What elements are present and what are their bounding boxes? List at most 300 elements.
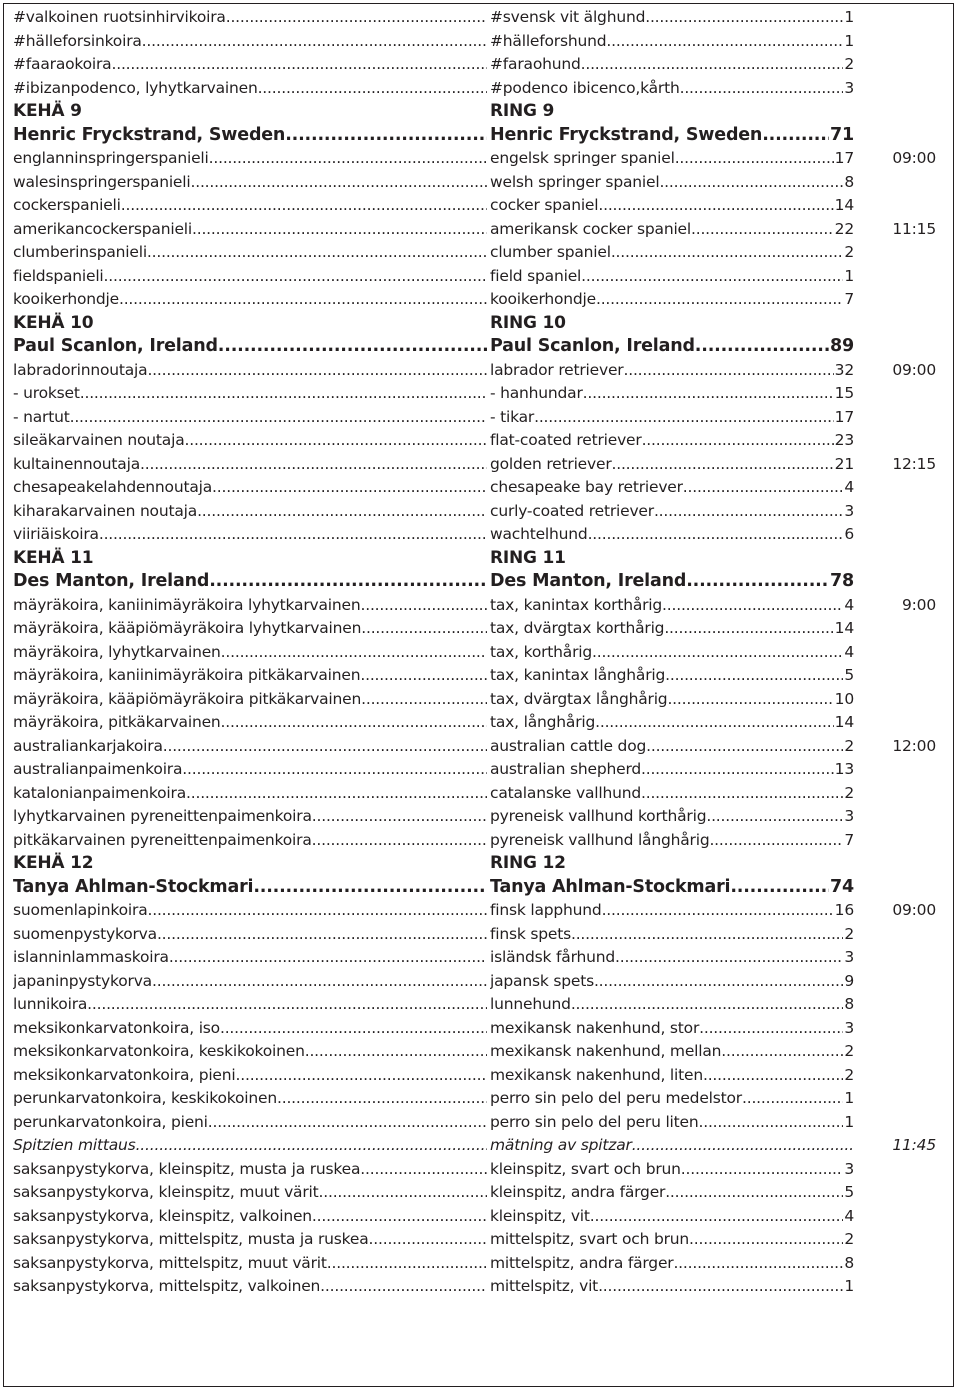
entry-count: 1 bbox=[844, 266, 854, 285]
finnish-name: mäyräkoira, kaniinimäyräkoira lyhytkarvainen bbox=[13, 595, 361, 614]
dot-leader bbox=[667, 688, 833, 712]
dot-leader bbox=[721, 1040, 843, 1064]
swedish-name: kooikerhondje bbox=[490, 290, 596, 308]
entry-count: 2 bbox=[844, 924, 854, 943]
swedish-name: RING 9 bbox=[490, 101, 555, 121]
swedish-name: Tanya Ahlman-Stockmari bbox=[490, 876, 731, 897]
dot-leader bbox=[221, 711, 487, 735]
entry-count: 1 bbox=[844, 8, 854, 26]
dot-leader bbox=[606, 30, 843, 54]
start-time: 9:00 bbox=[901, 595, 936, 614]
ring-heading-row bbox=[0, 100, 960, 124]
judge-row bbox=[0, 570, 960, 594]
swedish-name: Henric Fryckstrand, Sweden bbox=[490, 124, 763, 145]
finnish-name-cell bbox=[13, 476, 487, 500]
entry-count: 3 bbox=[844, 807, 854, 825]
entry-count: 2 bbox=[844, 1065, 854, 1084]
dot-leader bbox=[80, 382, 487, 406]
dot-leader bbox=[571, 993, 844, 1017]
swedish-name-cell bbox=[490, 147, 854, 171]
finnish-name: - nartut bbox=[13, 407, 70, 426]
dot-leader bbox=[319, 1181, 487, 1205]
ring-heading-row bbox=[0, 852, 960, 876]
breed-row bbox=[0, 711, 960, 735]
swedish-name: finsk lapphund bbox=[490, 901, 602, 919]
swedish-name-cell bbox=[490, 758, 854, 782]
swedish-name-cell bbox=[490, 124, 854, 148]
swedish-name: chesapeake bay retriever bbox=[490, 478, 683, 496]
finnish-name: viiriäiskoira bbox=[13, 525, 99, 543]
finnish-name-cell bbox=[13, 147, 487, 171]
finnish-name: kooikerhondje bbox=[13, 290, 119, 308]
dot-leader bbox=[691, 218, 834, 242]
finnish-name-cell bbox=[13, 970, 487, 994]
entry-count: 15 bbox=[834, 384, 854, 402]
dot-leader bbox=[111, 53, 487, 77]
entry-count: 17 bbox=[834, 149, 854, 167]
entry-count: 9 bbox=[844, 971, 854, 990]
swedish-name-cell bbox=[490, 876, 854, 900]
breed-row bbox=[0, 406, 960, 430]
swedish-name-cell bbox=[490, 335, 854, 359]
swedish-name-cell bbox=[490, 77, 854, 101]
breed-row bbox=[0, 829, 960, 853]
finnish-name-cell bbox=[13, 312, 487, 336]
swedish-name: Paul Scanlon, Ireland bbox=[490, 336, 695, 356]
swedish-name-cell bbox=[490, 829, 854, 853]
breed-row bbox=[0, 664, 960, 688]
dot-leader bbox=[703, 1064, 843, 1088]
finnish-name: Henric Fryckstrand, Sweden bbox=[13, 124, 286, 145]
dot-leader bbox=[632, 1134, 853, 1158]
breed-row bbox=[0, 53, 960, 77]
swedish-name: australian shepherd bbox=[490, 760, 641, 778]
dot-leader bbox=[612, 453, 834, 477]
finnish-name-cell bbox=[13, 288, 487, 312]
entry-count: 1 bbox=[844, 31, 854, 50]
swedish-name: tax, dvärgtax långhårig bbox=[490, 689, 668, 708]
entry-count: 71 bbox=[830, 124, 854, 145]
finnish-name: perunkarvatonkoira, pieni bbox=[13, 1112, 208, 1131]
dot-leader bbox=[285, 124, 487, 148]
entry-count: 3 bbox=[844, 501, 854, 520]
dot-leader bbox=[209, 570, 487, 594]
swedish-name: flat-coated retriever bbox=[490, 431, 642, 449]
breed-row bbox=[0, 1205, 960, 1229]
finnish-name-cell bbox=[13, 100, 487, 124]
entry-count: 78 bbox=[830, 571, 854, 591]
swedish-name: isländsk fårhund bbox=[490, 948, 615, 966]
swedish-name-cell bbox=[490, 852, 854, 876]
dot-leader bbox=[571, 923, 843, 947]
breed-row bbox=[0, 1111, 960, 1135]
entry-count: 8 bbox=[844, 995, 854, 1013]
dot-leader bbox=[659, 171, 843, 195]
dot-leader bbox=[360, 664, 487, 688]
finnish-name: kultainennoutaja bbox=[13, 454, 141, 473]
swedish-name: tax, långhårig bbox=[490, 713, 596, 731]
finnish-name-cell bbox=[13, 547, 487, 571]
swedish-name-cell bbox=[490, 312, 854, 336]
entry-count: 5 bbox=[844, 666, 854, 684]
breed-row bbox=[0, 1134, 960, 1158]
swedish-name: tax, kanintax långhårig bbox=[490, 666, 666, 684]
dot-leader bbox=[99, 523, 487, 547]
swedish-name: RING 11 bbox=[490, 547, 566, 568]
dot-leader bbox=[699, 1017, 843, 1041]
entry-count: 8 bbox=[844, 172, 854, 191]
finnish-name: KEHÄ 9 bbox=[13, 101, 82, 121]
swedish-name-cell bbox=[490, 899, 854, 923]
finnish-name: englanninspringerspanieli bbox=[13, 149, 209, 167]
entry-count: 4 bbox=[844, 1206, 854, 1225]
finnish-name: #faaraokoira bbox=[13, 55, 112, 73]
entry-count: 4 bbox=[844, 478, 854, 496]
entry-count: 14 bbox=[834, 713, 854, 731]
swedish-name: japansk spets bbox=[490, 971, 594, 990]
finnish-name: lyhytkarvainen pyreneittenpaimenkoira bbox=[13, 807, 312, 825]
entry-count: 22 bbox=[834, 219, 854, 238]
breed-row bbox=[0, 476, 960, 500]
finnish-name: KEHÄ 12 bbox=[13, 853, 94, 873]
breed-row bbox=[0, 77, 960, 101]
judge-row bbox=[0, 335, 960, 359]
finnish-name-cell bbox=[13, 1040, 487, 1064]
entry-count: 89 bbox=[830, 336, 854, 356]
finnish-name-cell bbox=[13, 241, 487, 265]
breed-row bbox=[0, 1181, 960, 1205]
breed-row bbox=[0, 429, 960, 453]
dot-leader bbox=[147, 241, 487, 265]
entry-count: 3 bbox=[844, 1018, 854, 1037]
dot-leader bbox=[360, 1158, 487, 1182]
dot-leader bbox=[190, 171, 487, 195]
breed-row bbox=[0, 735, 960, 759]
dot-leader bbox=[236, 1064, 487, 1088]
finnish-name: labradorinnoutaja bbox=[13, 360, 148, 379]
start-time: 11:15 bbox=[892, 219, 936, 238]
dot-leader bbox=[147, 359, 487, 383]
breed-row bbox=[0, 594, 960, 618]
swedish-name: #svensk vit älghund bbox=[490, 8, 646, 26]
swedish-name-cell bbox=[490, 406, 854, 430]
finnish-name: perunkarvatonkoira, keskikokoinen bbox=[13, 1089, 277, 1107]
dot-leader bbox=[642, 429, 834, 453]
finnish-name: walesinspringerspanieli bbox=[13, 172, 191, 191]
dot-leader bbox=[675, 147, 834, 171]
finnish-name-cell bbox=[13, 265, 487, 289]
dot-leader bbox=[611, 241, 844, 265]
start-time: 09:00 bbox=[892, 901, 936, 919]
breed-row bbox=[0, 359, 960, 383]
start-time: 11:45 bbox=[892, 1136, 936, 1154]
dot-leader bbox=[581, 53, 844, 77]
dot-leader bbox=[646, 735, 843, 759]
breed-row bbox=[0, 1275, 960, 1299]
breed-row bbox=[0, 241, 960, 265]
finnish-name: australiankarjakoira bbox=[13, 736, 163, 755]
finnish-name: mäyräkoira, pitkäkarvainen bbox=[13, 713, 221, 731]
finnish-name-cell bbox=[13, 829, 487, 853]
dot-leader bbox=[104, 265, 487, 289]
swedish-name: lunnehund bbox=[490, 995, 571, 1013]
finnish-name: #ibizanpodenco, lyhytkarvainen bbox=[13, 78, 258, 97]
swedish-name: australian cattle dog bbox=[490, 736, 647, 755]
breed-row bbox=[0, 1064, 960, 1088]
breed-row bbox=[0, 288, 960, 312]
swedish-name: tax, dvärgtax korthårig bbox=[490, 619, 665, 637]
swedish-name-cell bbox=[490, 1087, 854, 1111]
dot-leader bbox=[121, 194, 487, 218]
entry-count: 2 bbox=[844, 1042, 854, 1060]
swedish-name-cell bbox=[490, 1134, 854, 1158]
dot-leader bbox=[641, 758, 834, 782]
finnish-name: Spitzien mittaus bbox=[13, 1136, 136, 1154]
dot-leader bbox=[320, 1275, 487, 1299]
dot-leader bbox=[641, 782, 843, 806]
dot-leader bbox=[615, 946, 843, 970]
finnish-name: Tanya Ahlman-Stockmari bbox=[13, 876, 254, 897]
swedish-name: curly-coated retriever bbox=[490, 501, 654, 520]
ring-schedule-list bbox=[0, 6, 960, 1299]
finnish-name-cell bbox=[13, 594, 487, 618]
entry-count: 2 bbox=[844, 783, 854, 802]
swedish-name: #hälleforshund bbox=[490, 31, 607, 50]
finnish-name: suomenlapinkoira bbox=[13, 901, 148, 919]
dot-leader bbox=[142, 30, 487, 54]
swedish-name: mexikansk nakenhund, liten bbox=[490, 1065, 703, 1084]
breed-row bbox=[0, 171, 960, 195]
swedish-name-cell bbox=[490, 288, 854, 312]
ring-heading-row bbox=[0, 547, 960, 571]
finnish-name-cell bbox=[13, 1252, 487, 1276]
swedish-name: clumber spaniel bbox=[490, 243, 611, 261]
dot-leader bbox=[186, 782, 487, 806]
finnish-name: islanninlammaskoira bbox=[13, 948, 169, 966]
dot-leader bbox=[312, 1205, 487, 1229]
dot-leader bbox=[148, 899, 488, 923]
swedish-name: engelsk springer spaniel bbox=[490, 149, 675, 167]
start-time: 12:15 bbox=[892, 454, 936, 473]
finnish-name-cell bbox=[13, 1181, 487, 1205]
swedish-name: perro sin pelo del peru medelstor bbox=[490, 1089, 742, 1107]
swedish-name-cell bbox=[490, 688, 854, 712]
finnish-name: #hälleforsinkoira bbox=[13, 31, 142, 50]
finnish-name: kiharakarvainen noutaja bbox=[13, 501, 198, 520]
swedish-name-cell bbox=[490, 594, 854, 618]
start-time: 12:00 bbox=[892, 736, 936, 755]
finnish-name: mäyräkoira, lyhytkarvainen bbox=[13, 642, 221, 661]
dot-leader bbox=[212, 476, 487, 500]
swedish-name-cell bbox=[490, 1040, 854, 1064]
dot-leader bbox=[681, 1158, 844, 1182]
entry-count: 23 bbox=[834, 431, 854, 449]
finnish-name-cell bbox=[13, 782, 487, 806]
finnish-name: Paul Scanlon, Ireland bbox=[13, 336, 218, 356]
swedish-name-cell bbox=[490, 1205, 854, 1229]
finnish-name-cell bbox=[13, 30, 487, 54]
finnish-name-cell bbox=[13, 758, 487, 782]
dot-leader bbox=[87, 993, 487, 1017]
dot-leader bbox=[208, 1111, 487, 1135]
swedish-name: kleinspitz, andra färger bbox=[490, 1183, 666, 1201]
swedish-name: labrador retriever bbox=[490, 360, 624, 379]
swedish-name-cell bbox=[490, 1228, 854, 1252]
swedish-name-cell bbox=[490, 1064, 854, 1088]
dot-leader bbox=[277, 1087, 487, 1111]
swedish-name: mexikansk nakenhund, stor bbox=[490, 1018, 700, 1037]
dot-leader bbox=[598, 194, 833, 218]
finnish-name-cell bbox=[13, 852, 487, 876]
dot-leader bbox=[226, 6, 487, 30]
finnish-name-cell bbox=[13, 171, 487, 195]
swedish-name: kleinspitz, svart och brun bbox=[490, 1159, 681, 1178]
swedish-name-cell bbox=[490, 664, 854, 688]
finnish-name: katalonianpaimenkoira bbox=[13, 783, 187, 802]
entry-count: 2 bbox=[844, 55, 854, 73]
swedish-name-cell bbox=[490, 265, 854, 289]
swedish-name-cell bbox=[490, 171, 854, 195]
dot-leader bbox=[327, 1252, 487, 1276]
swedish-name: #faraohund bbox=[490, 55, 581, 73]
dot-leader bbox=[683, 476, 844, 500]
entry-count: 3 bbox=[844, 1159, 854, 1178]
swedish-name: finsk spets bbox=[490, 924, 571, 943]
dot-leader bbox=[209, 147, 487, 171]
finnish-name: mäyräkoira, kääpiömäyräkoira lyhytkarvainen bbox=[13, 619, 362, 637]
breed-row bbox=[0, 993, 960, 1017]
swedish-name-cell bbox=[490, 359, 854, 383]
swedish-name: - hanhundar bbox=[490, 384, 583, 402]
dot-leader bbox=[70, 406, 487, 430]
entry-count: 8 bbox=[844, 1253, 854, 1272]
entry-count: 14 bbox=[834, 619, 854, 637]
breed-row bbox=[0, 1228, 960, 1252]
dot-leader bbox=[592, 641, 843, 665]
breed-row bbox=[0, 782, 960, 806]
swedish-name: pyreneisk vallhund korthårig bbox=[490, 807, 707, 825]
swedish-name-cell bbox=[490, 1275, 854, 1299]
start-time: 09:00 bbox=[892, 149, 936, 167]
finnish-name-cell bbox=[13, 641, 487, 665]
finnish-name-cell bbox=[13, 899, 487, 923]
swedish-name-cell bbox=[490, 570, 854, 594]
finnish-name: chesapeakelahdennoutaja bbox=[13, 478, 213, 496]
dot-leader bbox=[221, 641, 487, 665]
dot-leader bbox=[665, 664, 843, 688]
finnish-name: meksikonkarvatonkoira, keskikokoinen bbox=[13, 1042, 305, 1060]
breed-row bbox=[0, 1017, 960, 1041]
dot-leader bbox=[664, 617, 833, 641]
dot-leader bbox=[258, 77, 487, 101]
entry-count: 1 bbox=[844, 1089, 854, 1107]
dot-leader bbox=[665, 1181, 843, 1205]
finnish-name-cell bbox=[13, 805, 487, 829]
entry-count: 1 bbox=[844, 1112, 854, 1131]
breed-row bbox=[0, 641, 960, 665]
finnish-name: amerikancockerspanieli bbox=[13, 219, 192, 238]
dot-leader bbox=[152, 970, 487, 994]
breed-row bbox=[0, 1158, 960, 1182]
dot-leader bbox=[305, 1040, 487, 1064]
finnish-name: saksanpystykorva, mittelspitz, muut värit bbox=[13, 1253, 327, 1272]
entry-count bbox=[853, 1134, 854, 1158]
breed-row bbox=[0, 147, 960, 171]
finnish-name-cell bbox=[13, 1111, 487, 1135]
finnish-name-cell bbox=[13, 77, 487, 101]
swedish-name: #podenco ibicenco,kårth. bbox=[490, 78, 685, 97]
swedish-name-cell bbox=[490, 805, 854, 829]
dot-leader bbox=[136, 1134, 487, 1158]
entry-count: 2 bbox=[844, 736, 854, 755]
dot-leader bbox=[662, 594, 843, 618]
finnish-name-cell bbox=[13, 688, 487, 712]
swedish-name-cell bbox=[490, 711, 854, 735]
dot-leader bbox=[197, 500, 487, 524]
finnish-name-cell bbox=[13, 946, 487, 970]
swedish-name-cell bbox=[490, 6, 854, 30]
breed-row bbox=[0, 970, 960, 994]
breed-row bbox=[0, 523, 960, 547]
swedish-name: welsh springer spaniel bbox=[490, 172, 660, 191]
breed-row bbox=[0, 500, 960, 524]
finnish-name: sileäkarvainen noutaja bbox=[13, 431, 185, 449]
swedish-name-cell bbox=[490, 1181, 854, 1205]
entry-count: 14 bbox=[834, 196, 854, 214]
finnish-name: KEHÄ 10 bbox=[13, 312, 94, 333]
finnish-name: mäyräkoira, kääpiömäyräkoira pitkäkarvainen bbox=[13, 689, 362, 708]
finnish-name-cell bbox=[13, 1134, 487, 1158]
swedish-name: Des Manton, Ireland bbox=[490, 571, 687, 591]
finnish-name-cell bbox=[13, 382, 487, 406]
finnish-name-cell bbox=[13, 1228, 487, 1252]
finnish-name-cell bbox=[13, 711, 487, 735]
dot-leader bbox=[695, 335, 829, 359]
swedish-name: golden retriever bbox=[490, 454, 612, 473]
dot-leader bbox=[157, 923, 487, 947]
dot-leader bbox=[192, 218, 487, 242]
swedish-name-cell bbox=[490, 241, 854, 265]
finnish-name: KEHÄ 11 bbox=[13, 547, 94, 568]
breed-row bbox=[0, 805, 960, 829]
breed-row bbox=[0, 218, 960, 242]
entry-count: 10 bbox=[834, 689, 854, 708]
dot-leader bbox=[169, 946, 487, 970]
breed-row bbox=[0, 382, 960, 406]
dot-leader bbox=[689, 1228, 843, 1252]
swedish-name-cell bbox=[490, 735, 854, 759]
finnish-name-cell bbox=[13, 124, 487, 148]
dot-leader bbox=[369, 1228, 487, 1252]
entry-count: 7 bbox=[844, 290, 854, 308]
dot-leader bbox=[596, 288, 843, 312]
dot-leader bbox=[645, 6, 843, 30]
dot-leader bbox=[583, 382, 834, 406]
breed-row bbox=[0, 688, 960, 712]
finnish-name-cell bbox=[13, 429, 487, 453]
entry-count: 4 bbox=[844, 642, 854, 661]
entry-count: 21 bbox=[834, 454, 854, 473]
finnish-name: suomenpystykorva bbox=[13, 924, 157, 943]
breed-row bbox=[0, 1087, 960, 1111]
finnish-name-cell bbox=[13, 218, 487, 242]
swedish-name: amerikansk cocker spaniel bbox=[490, 219, 691, 238]
finnish-name: australianpaimenkoira bbox=[13, 760, 183, 778]
finnish-name-cell bbox=[13, 523, 487, 547]
finnish-name: lunnikoira bbox=[13, 995, 88, 1013]
finnish-name-cell bbox=[13, 735, 487, 759]
swedish-name-cell bbox=[490, 453, 854, 477]
